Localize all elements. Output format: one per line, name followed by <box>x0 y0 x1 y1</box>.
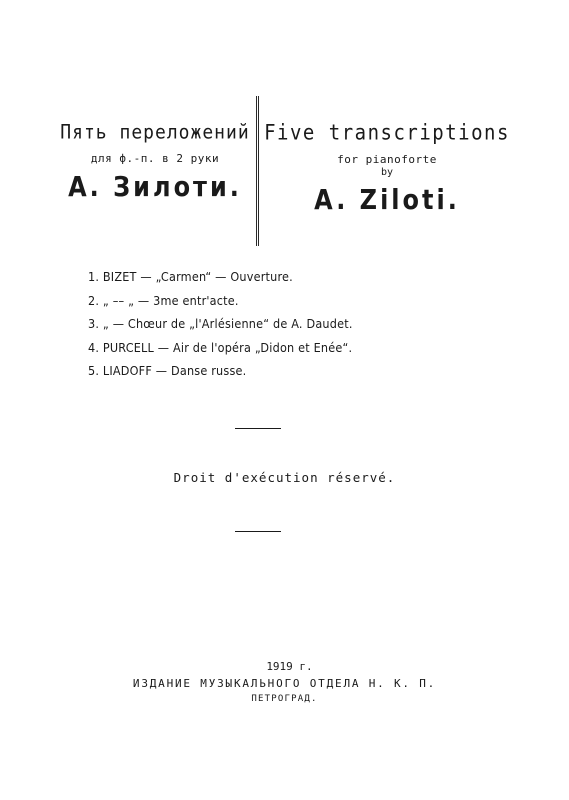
publication-city: ПЕТРОГРАД. <box>251 694 318 704</box>
contents-item: 4. PURCELL — Air de l'opéra „Didon et Enée“. <box>88 339 353 355</box>
rights-notice: Droit d'exécution réservé. <box>173 470 396 485</box>
imprint <box>0 660 569 704</box>
header-english <box>262 118 512 217</box>
russian-title: Пять переложений <box>60 120 250 145</box>
header <box>0 118 569 230</box>
contents-item: 3. „ — Chœur de „l'Arlésienne“ de A. Daudet. <box>88 316 353 331</box>
publication-year: 1919 г. <box>266 660 313 673</box>
english-subtitle: for pianoforte <box>337 153 437 166</box>
english-title: Five transcriptions <box>264 120 510 146</box>
english-author: A. Ziloti. <box>314 183 460 217</box>
russian-author: А. Зилоти. <box>68 170 242 204</box>
separator-rule <box>235 531 281 532</box>
header-russian <box>60 118 250 204</box>
contents-item: 2. „ –– „ — 3me entr'acte. <box>88 292 239 308</box>
contents-item: 1. BIZET — „Carmen“ — Ouverture. <box>88 269 293 284</box>
english-by: by <box>380 167 394 178</box>
russian-subtitle: для ф.-п. в 2 руки <box>90 152 220 165</box>
separator-rule <box>235 428 281 429</box>
publisher: ИЗДАНИЕ МУЗЫКАЛЬНОГО ОТДЕЛА Н. К. П. <box>132 677 437 690</box>
contents-list <box>88 265 488 383</box>
contents-item: 5. LIADOFF — Danse russe. <box>88 363 247 378</box>
